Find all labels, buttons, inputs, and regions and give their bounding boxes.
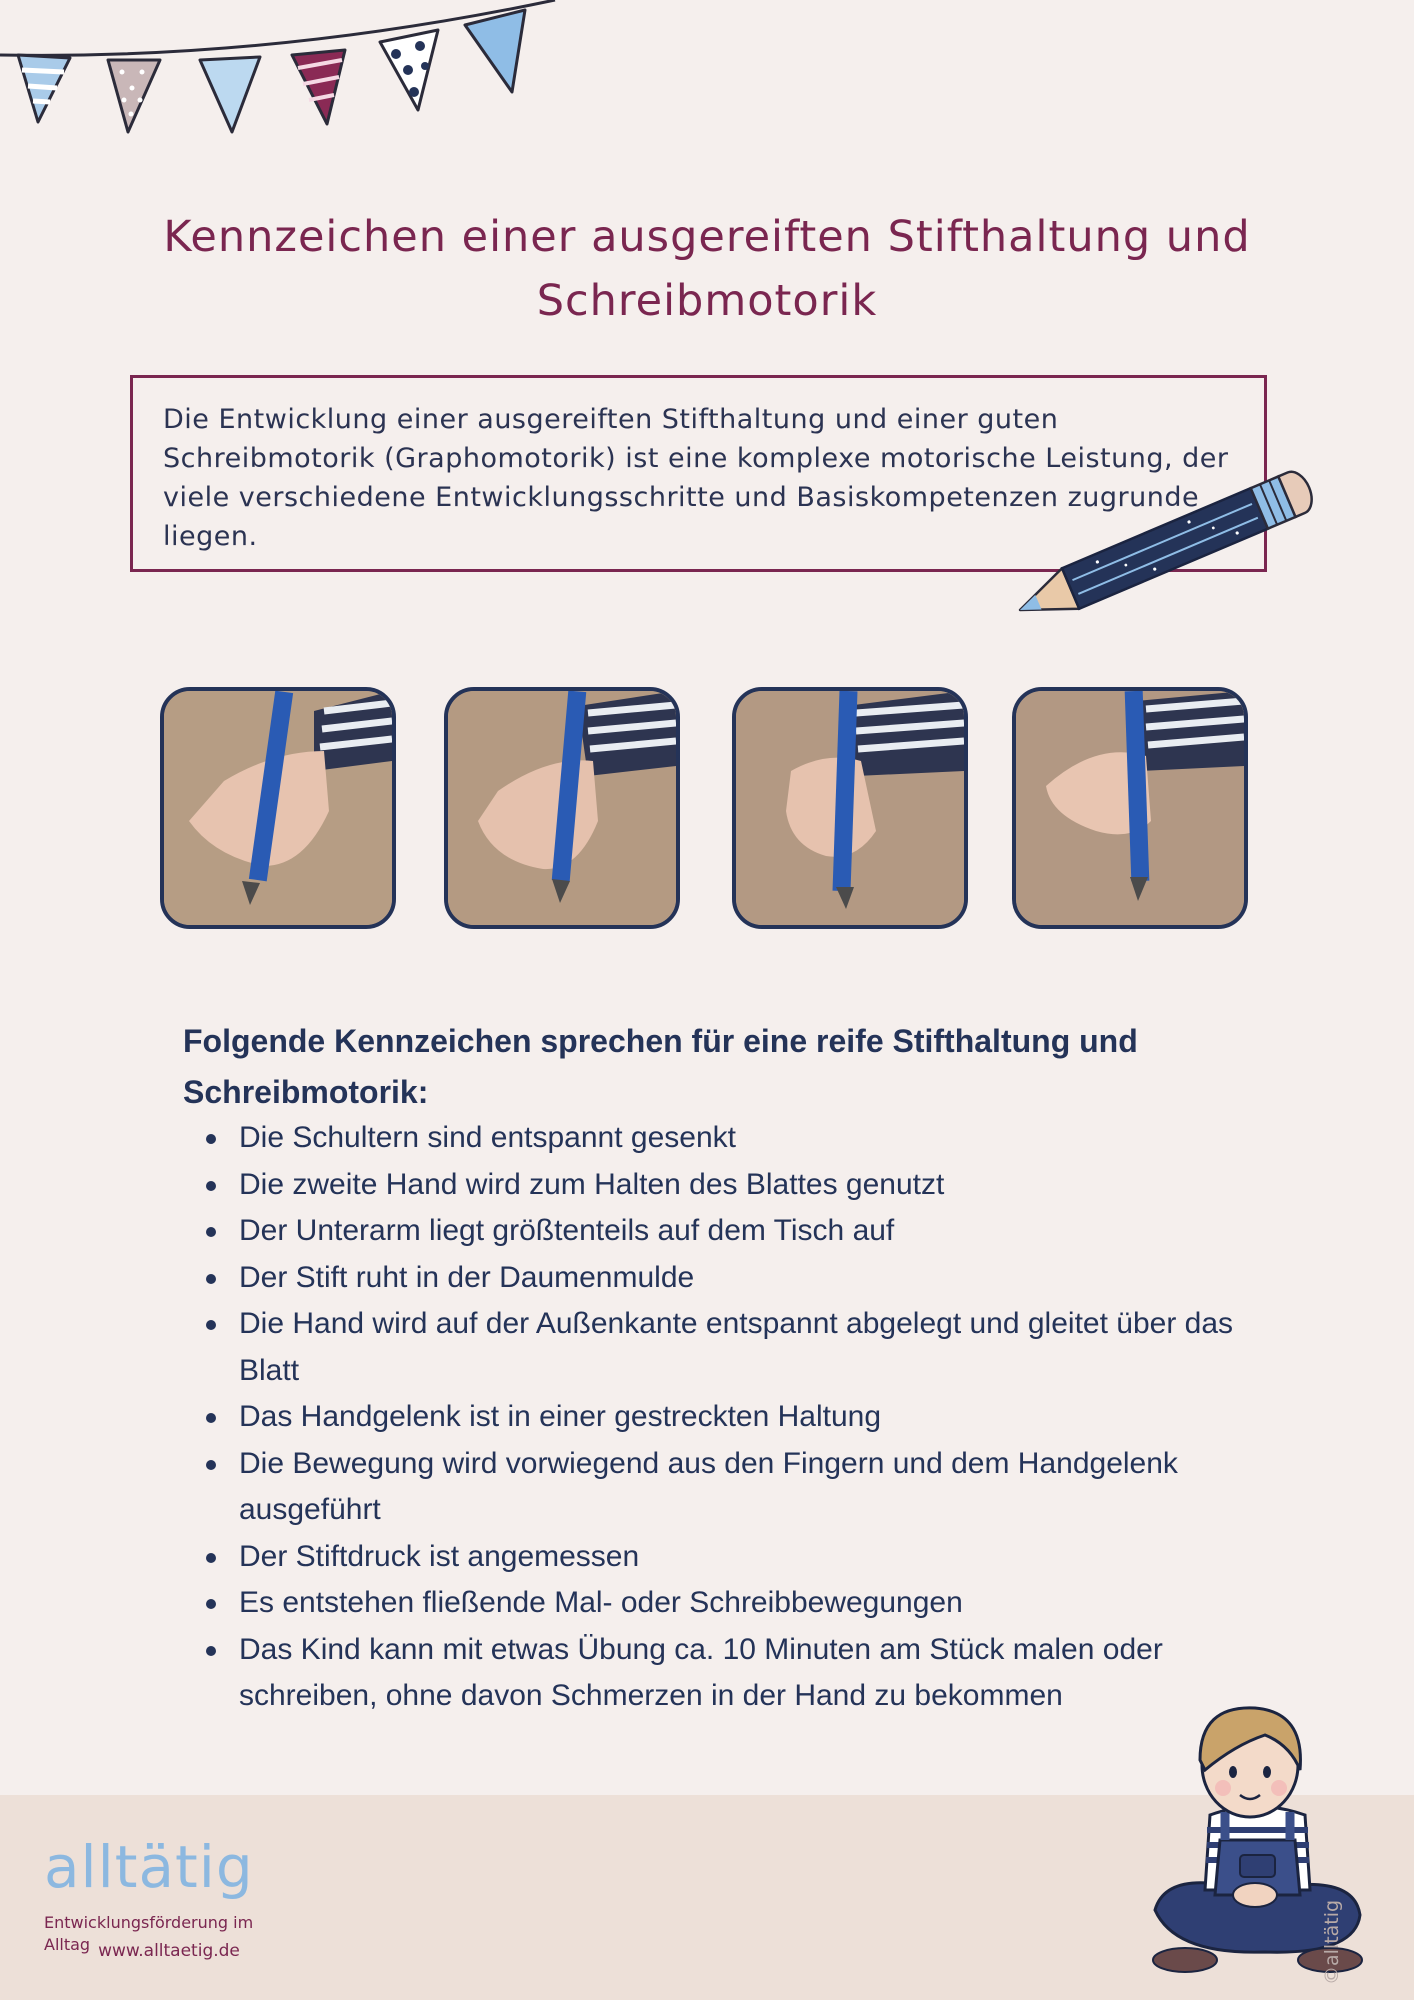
list-item — [183, 1441, 1243, 1534]
bullet-icon — [206, 1599, 216, 1609]
copyright-note: ©alltätig — [1321, 1899, 1343, 1985]
list-item — [183, 1627, 1243, 1720]
list-item-text: Das Handgelenk ist in einer gestreckten Haltung — [239, 1400, 882, 1433]
list-item-text: Der Stiftdruck ist angemessen — [239, 1539, 640, 1573]
list-item — [183, 1301, 1243, 1394]
photo-row — [160, 687, 1260, 932]
criteria-list — [183, 1115, 1243, 1720]
bullet-icon — [206, 1227, 216, 1237]
list-item-text: Der Unterarm liegt größtenteils auf dem Tisch auf — [239, 1214, 895, 1247]
website-link[interactable]: www.alltaetig.de — [98, 1941, 240, 1961]
list-item — [183, 1255, 1243, 1302]
pencil-grip-photo — [160, 687, 396, 929]
list-item-text: Das Kind kann mit etwas Übung ca. 10 Minuten am Stück malen oder schreiben, ohne davon Schmerzen in der Hand zu bekommen — [239, 1632, 1163, 1712]
list-item-text: Die Schultern sind entspannt gesenkt — [239, 1121, 736, 1154]
bullet-icon — [206, 1181, 216, 1191]
bullet-icon — [206, 1134, 216, 1144]
list-item — [183, 1162, 1243, 1209]
list-item-text: Die Hand wird auf der Außenkante entspannt abgelegt und gleitet über das Blatt — [239, 1307, 1234, 1387]
bullet-icon — [206, 1553, 216, 1563]
list-item — [183, 1534, 1243, 1581]
list-heading: Folgende Kennzeichen sprechen für eine reife Stifthaltung und Schreibmotorik: — [183, 1023, 1138, 1110]
bullet-icon — [206, 1274, 216, 1284]
list-item — [183, 1208, 1243, 1255]
list-item-text: Der Stift ruht in der Daumenmulde — [239, 1260, 695, 1294]
list-item-text: Die Bewegung wird vorwiegend aus den Fingern und dem Handgelenk ausgeführt — [239, 1446, 1178, 1526]
pencil-grip-photo — [732, 687, 968, 929]
brand-logo: alltätig — [44, 1833, 254, 1901]
list-item-text: Die zweite Hand wird zum Halten des Blattes genutzt — [239, 1167, 945, 1201]
intro-text: Die Entwicklung einer ausgereiften Stifthaltung und einer guten Schreibmotorik (Graphomotorik) ist eine komplexe motorische Leistung, der viele verschiedene Entwicklungsschritte und Basiskompetenzen zugrunde liegen. — [163, 404, 1229, 552]
bullet-icon — [206, 1460, 216, 1470]
pencil-grip-photo — [1012, 687, 1248, 929]
pencil-illustration — [1000, 460, 1330, 620]
list-item — [183, 1394, 1243, 1441]
pencil-grip-photo — [444, 687, 680, 929]
bullet-icon — [206, 1413, 216, 1423]
list-item — [183, 1580, 1243, 1627]
page-title: Kennzeichen einer ausgereiften Stifthaltung und Schreibmotorik — [163, 212, 1251, 326]
bunting-decoration — [0, 0, 560, 140]
brand-tagline: Entwicklungsförderung im Alltag — [44, 1913, 254, 1954]
bullet-icon — [206, 1646, 216, 1656]
list-item-text: Es entstehen fließende Mal- oder Schreibbewegungen — [239, 1586, 963, 1619]
list-item — [183, 1115, 1243, 1162]
bullet-icon — [206, 1320, 216, 1330]
